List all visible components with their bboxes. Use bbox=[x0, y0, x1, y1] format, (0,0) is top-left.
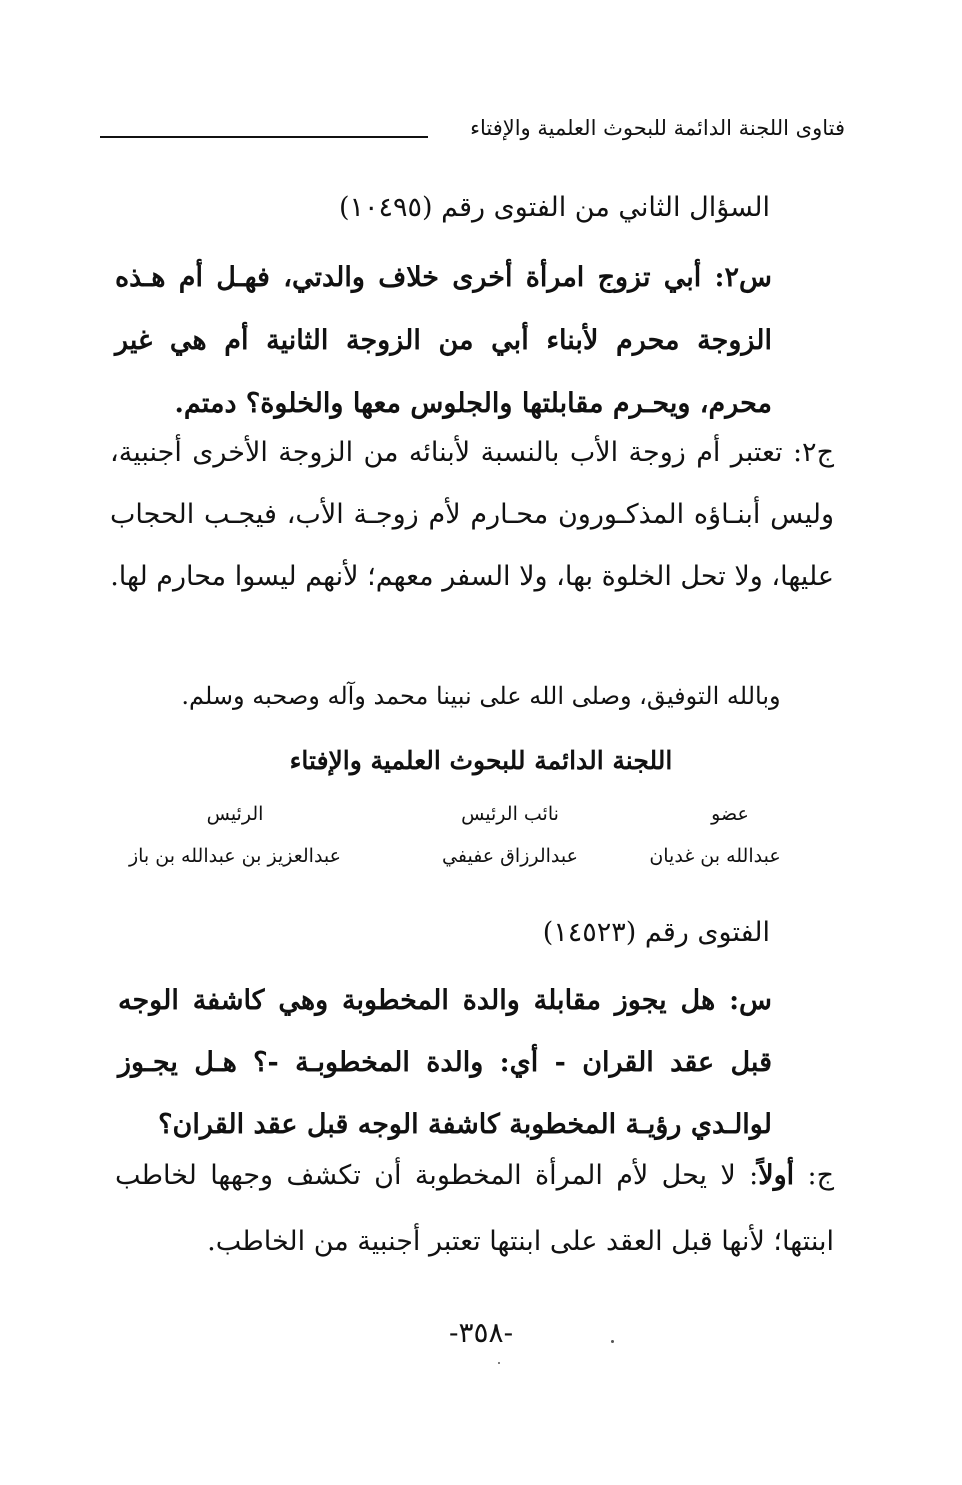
answer-text: ج٢: تعتبر أم زوجة الأب بالنسبة لأبنائه من الزوجة الأخرى أجنبية، وليس أبنـاؤه المذكـورون محـارم لأم زوجـة الأب، فيجـب الحجاب عليها، ولا تحل الخلوة بها، ولا السفر معهم؛ لأنهم ليسوا محارم لها. bbox=[110, 437, 834, 592]
answer-prefix: ج: bbox=[794, 1160, 835, 1191]
signatory-role-president: الرئيس bbox=[206, 803, 264, 825]
answer-lead: أولاً bbox=[758, 1160, 795, 1191]
signatory-role-member: عضو bbox=[711, 803, 749, 825]
header-rule bbox=[100, 136, 428, 138]
scan-speck bbox=[611, 1340, 614, 1343]
running-header-title: فتاوى اللجنة الدائمة للبحوث العلمية والإفتاء bbox=[470, 116, 845, 140]
running-header bbox=[100, 110, 845, 150]
signatory-role-vice-president: نائب الرئيس bbox=[461, 803, 559, 825]
answer-text-2 bbox=[115, 1143, 834, 1275]
question-text: س٢: أبي تزوج امرأة أخرى خلاف والدتي، فهـل أم هـذه الزوجة محرم لأبناء أبي من الزوجة الثانية أم هي غير محرم، ويحـرم مقابلتها والجلوس معها والخلوة؟ دمتم. bbox=[115, 262, 772, 419]
fatwa-heading: السؤال الثاني من الفتوى رقم (١٠٤٩٥) bbox=[338, 192, 770, 223]
closing-formula: وبالله التوفيق، وصلى الله على نبينا محمد وآله وصحبه وسلم. bbox=[181, 682, 781, 710]
committee-title: اللجنة الدائمة للبحوث العلمية والإفتاء bbox=[289, 746, 673, 775]
signatory-name-vice-president: عبدالرزاق عفيفي bbox=[442, 845, 578, 867]
question-text-2: س: هل يجوز مقابلة والدة المخطوبة وهي كاشفة الوجه قبل عقد القران - أي: والدة المخطوبـة -؟ هـل يجـوز لوالـدي رؤيـة المخطوبة كاشفة الوجه قبل عقد القران؟ bbox=[118, 985, 772, 1140]
page-number: -٣٥٨- bbox=[448, 1316, 514, 1349]
answer-body: : لا يحل لأم المرأة المخطوبة أن تكشف وجهها لخاطب ابنتها؛ لأنها قبل العقد على ابنتها تعتبر أجنبية من الخاطب. bbox=[115, 1160, 834, 1257]
signatory-name-president: عبدالعزيز بن عبدالله بن باز bbox=[128, 845, 342, 867]
fatwa-heading-2: الفتوى رقم (١٤٥٢٣) bbox=[542, 917, 770, 948]
scan-speck bbox=[498, 1362, 500, 1364]
signatory-name-member: عبدالله بن غديان bbox=[649, 845, 781, 867]
